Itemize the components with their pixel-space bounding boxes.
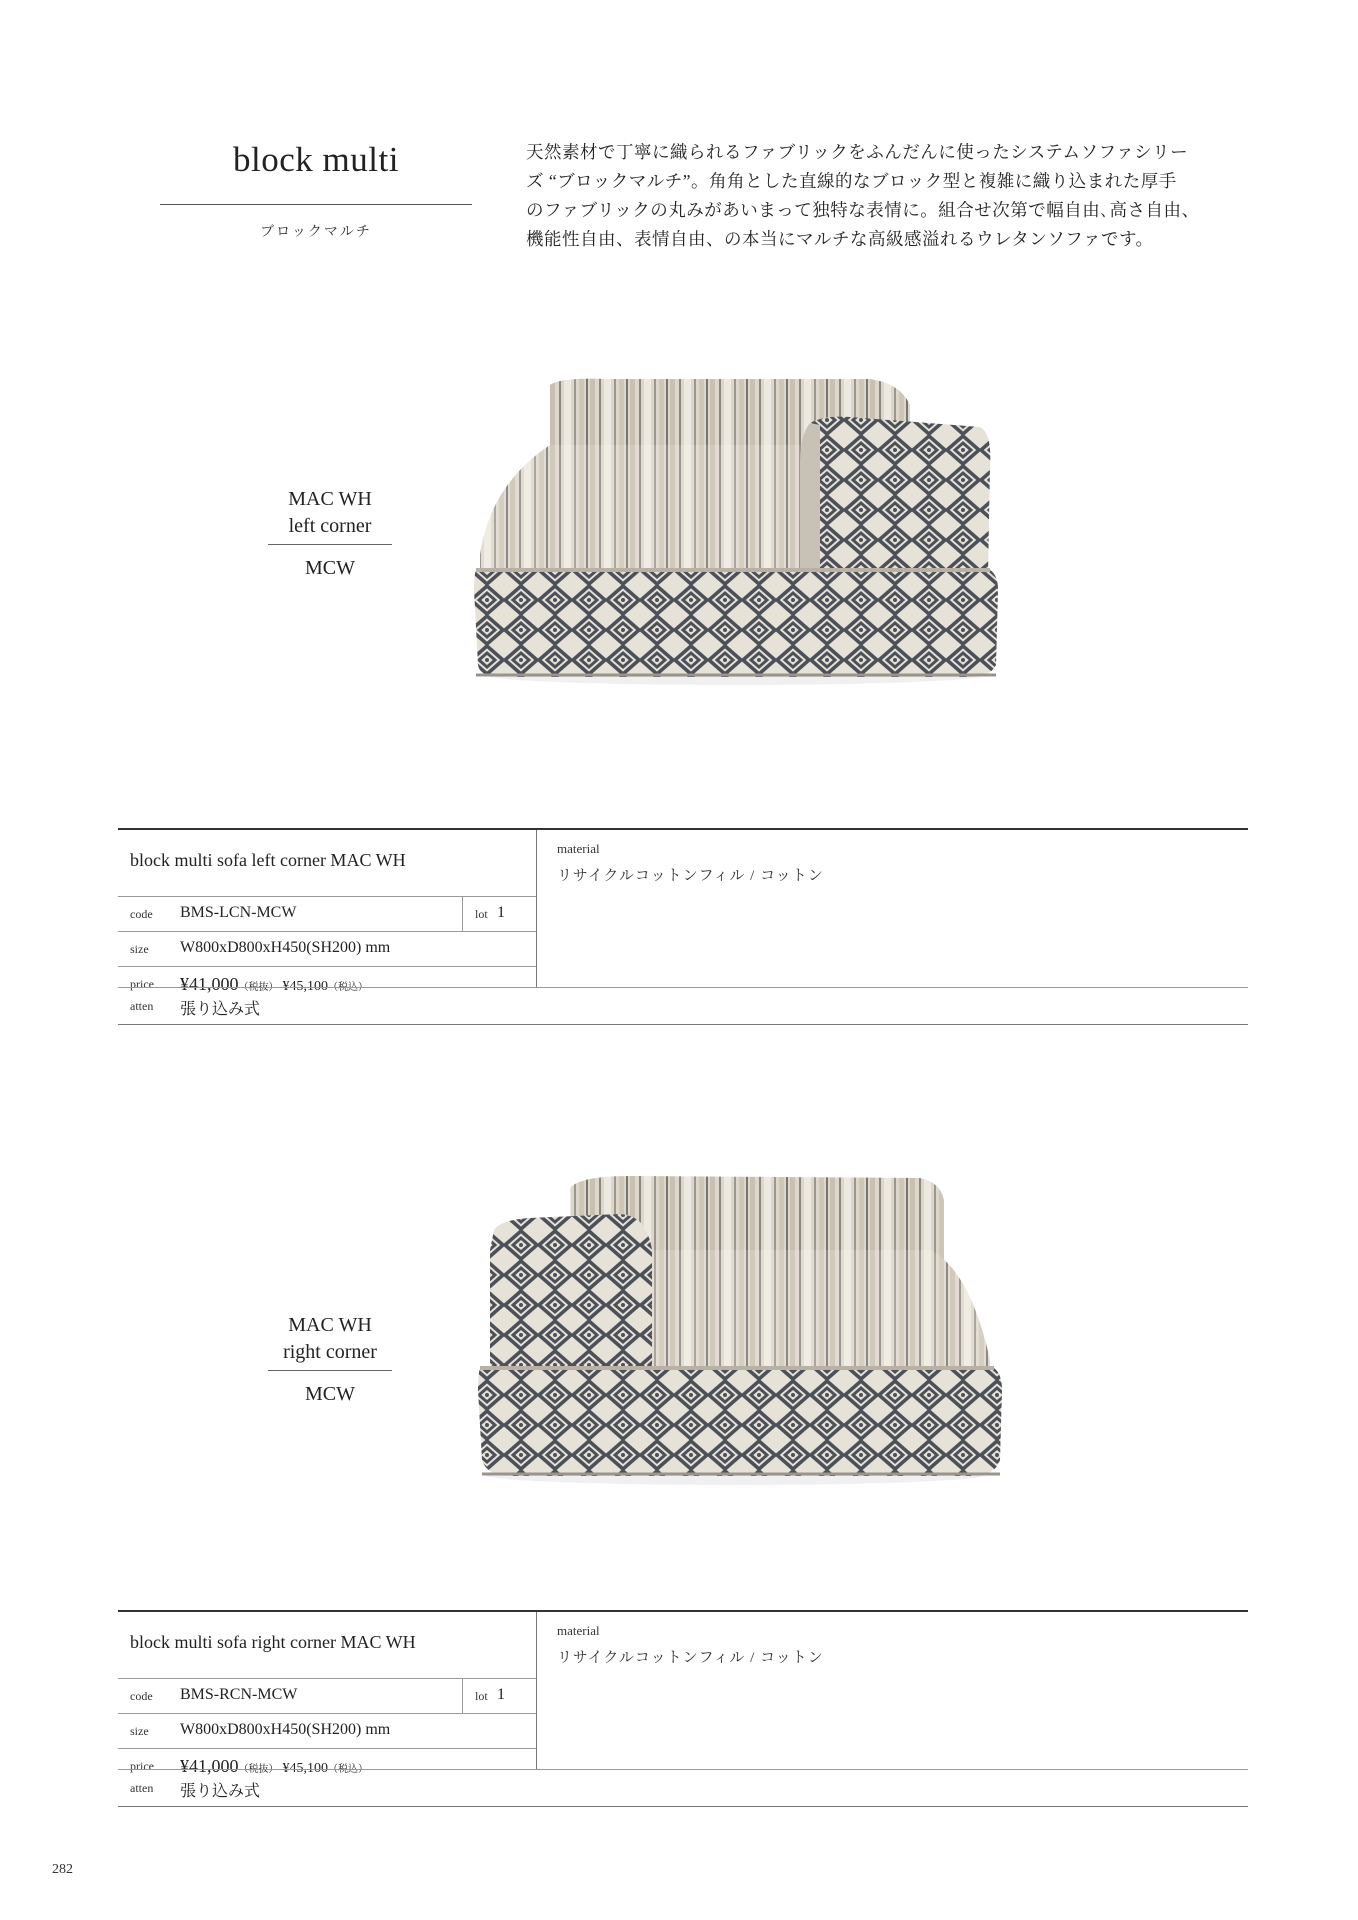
page-number: 282 — [52, 1862, 73, 1877]
spec-row-price — [118, 1748, 536, 1776]
price-key: price — [130, 1759, 154, 1773]
product-photo-right-corner — [470, 1170, 1010, 1490]
spec-table-left-corner — [118, 828, 1248, 1023]
price-excl-note: （税抜） — [238, 1764, 279, 1775]
atten-key: atten — [130, 1781, 154, 1795]
lot-key: lot — [475, 1689, 488, 1703]
size-value: W800xD800xH450(SH200) mm — [180, 1721, 391, 1738]
product-label-right-corner — [250, 1312, 410, 1408]
description — [526, 138, 1226, 254]
lot-cell — [462, 1679, 537, 1714]
product-label-line2: right corner — [283, 1341, 377, 1363]
spec-row-size — [118, 1713, 536, 1749]
description-line: 天然素材で丁寧に織られるファブリックをふんだんに使ったシステムソファシリー — [526, 142, 1189, 162]
spec-row-atten — [118, 987, 1248, 1025]
material-value: リサイクルコットンフィル / コットン — [557, 1650, 824, 1666]
lot-key: lot — [475, 907, 488, 921]
title-divider — [160, 204, 472, 205]
product-name: block multi sofa left corner MAC WH — [130, 850, 406, 870]
spec-left-panel — [118, 1612, 537, 1776]
price-excl-tax: ¥41,000 — [180, 1756, 239, 1776]
description-line: のファブリックの丸みがあいまって独特な表情に。組合せ次第で幅自由､高さ自由、 — [526, 200, 1200, 220]
label-divider — [268, 544, 392, 545]
price-incl-note: （税込） — [328, 982, 368, 993]
product-label-code: MCW — [305, 1383, 355, 1405]
product-photo-left-corner — [470, 375, 1010, 695]
atten-key: atten — [130, 999, 154, 1013]
lot-cell — [462, 897, 537, 932]
product-label-left-corner — [250, 486, 410, 582]
price-excl-tax: ¥41,000 — [180, 974, 239, 994]
material-key: material — [557, 841, 600, 856]
spec-left-panel — [118, 830, 537, 994]
product-label-line1: MAC WH — [288, 1314, 372, 1336]
product-label-line2: left corner — [288, 515, 372, 537]
price-incl-note: （税込） — [328, 1764, 368, 1775]
spec-row-atten — [118, 1769, 1248, 1807]
page-title: block multi — [233, 140, 399, 179]
spec-table-right-corner — [118, 1610, 1248, 1805]
spec-row-price — [118, 966, 536, 994]
lot-value: 1 — [497, 1686, 505, 1703]
product-label-line1: MAC WH — [288, 488, 372, 510]
code-key: code — [130, 1689, 153, 1703]
price-incl-tax: ¥45,100 — [282, 1761, 328, 1776]
atten-value: 張り込み式 — [180, 1001, 261, 1018]
price-excl-note: （税抜） — [238, 982, 279, 993]
atten-value: 張り込み式 — [180, 1783, 261, 1800]
spec-row-code — [118, 1678, 536, 1714]
product-name: block multi sofa right corner MAC WH — [130, 1632, 416, 1652]
page-subtitle: ブロックマルチ — [260, 225, 372, 240]
material-value: リサイクルコットンフィル / コットン — [557, 868, 824, 884]
label-divider — [268, 1370, 392, 1371]
code-key: code — [130, 907, 153, 921]
price-key: price — [130, 977, 154, 991]
description-line: 機能性自由、表情自由、の本当にマルチな高級感溢れるウレタンソファです。 — [526, 229, 1154, 249]
description-line: ズ “ブロックマルチ”。角角とした直線的なブロック型と複雑に織り込まれた厚手 — [526, 171, 1177, 191]
size-key: size — [130, 942, 149, 956]
lot-value: 1 — [497, 904, 505, 921]
size-value: W800xD800xH450(SH200) mm — [180, 939, 391, 956]
spec-row-code — [118, 896, 536, 932]
spec-row-size — [118, 931, 536, 967]
material-key: material — [557, 1623, 600, 1638]
product-label-code: MCW — [305, 557, 355, 579]
size-key: size — [130, 1724, 149, 1738]
price-incl-tax: ¥45,100 — [282, 979, 328, 994]
code-value: BMS-LCN-MCW — [180, 904, 297, 921]
code-value: BMS-RCN-MCW — [180, 1686, 298, 1703]
